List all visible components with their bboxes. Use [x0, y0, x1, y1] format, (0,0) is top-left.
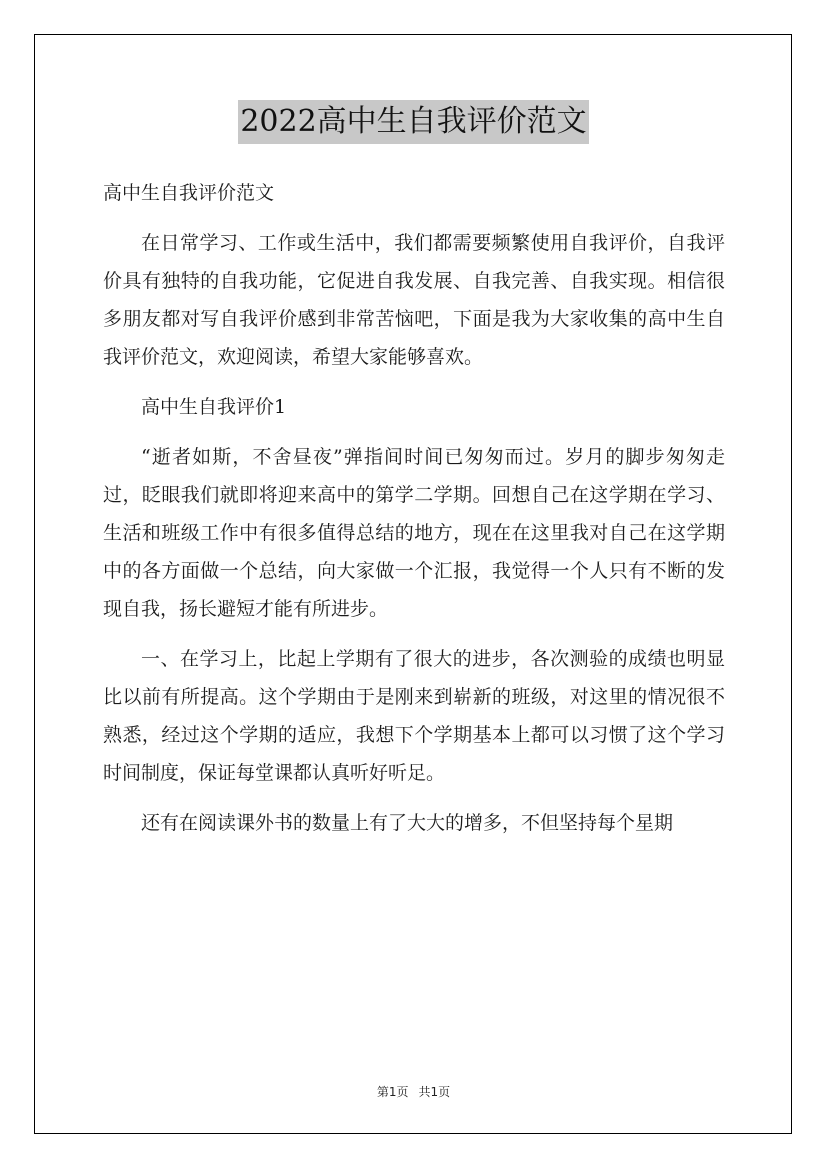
paragraph: 还有在阅读课外书的数量上有了大大的增多，不但坚持每个星期 [141, 812, 674, 834]
document-body [103, 174, 725, 842]
paragraph: 一、在学习上，比起上学期有了很大的进步，各次测验的成绩也明显比以前有所提高。这个学期由于是刚来到崭新的班级，对这里的情况很不熟悉，经过这个学期的适应，我想下个学期基本上都可以习惯了这个学习时间制度，保证每堂课都认真听好听足。 [103, 648, 725, 784]
paragraph: 在日常学习、工作或生活中，我们都需要频繁使用自我评价，自我评价具有独特的自我功能，它促进自我发展、自我完善、自我实现。相信很多朋友都对写自我评价感到非常苦恼吧，下面是我为大家收集的高中生自我评价范文，欢迎阅读，希望大家能够喜欢。 [103, 232, 725, 368]
page-total: 共1页 [418, 1085, 451, 1099]
page-number: 第1页 [376, 1085, 409, 1099]
section-heading: 高中生自我评价1 [141, 396, 287, 418]
paragraph: “逝者如斯，不舍昼夜”弹指间时间已匆匆而过。岁月的脚步匆匆走过，眨眼我们就即将迎来高中的第学二学期。回想自己在这学期在学习、生活和班级工作中有很多值得总结的地方，现在在这里我对自己在这学期中的各方面做一个总结，向大家做一个汇报，我觉得一个人只有不断的发现自我，扬长避短才能有所进步。 [103, 446, 725, 620]
page-footer [0, 1083, 827, 1100]
document-title-container [0, 100, 827, 144]
paragraph: 高中生自我评价范文 [103, 182, 275, 204]
document-title: 2022高中生自我评价范文 [238, 100, 588, 144]
